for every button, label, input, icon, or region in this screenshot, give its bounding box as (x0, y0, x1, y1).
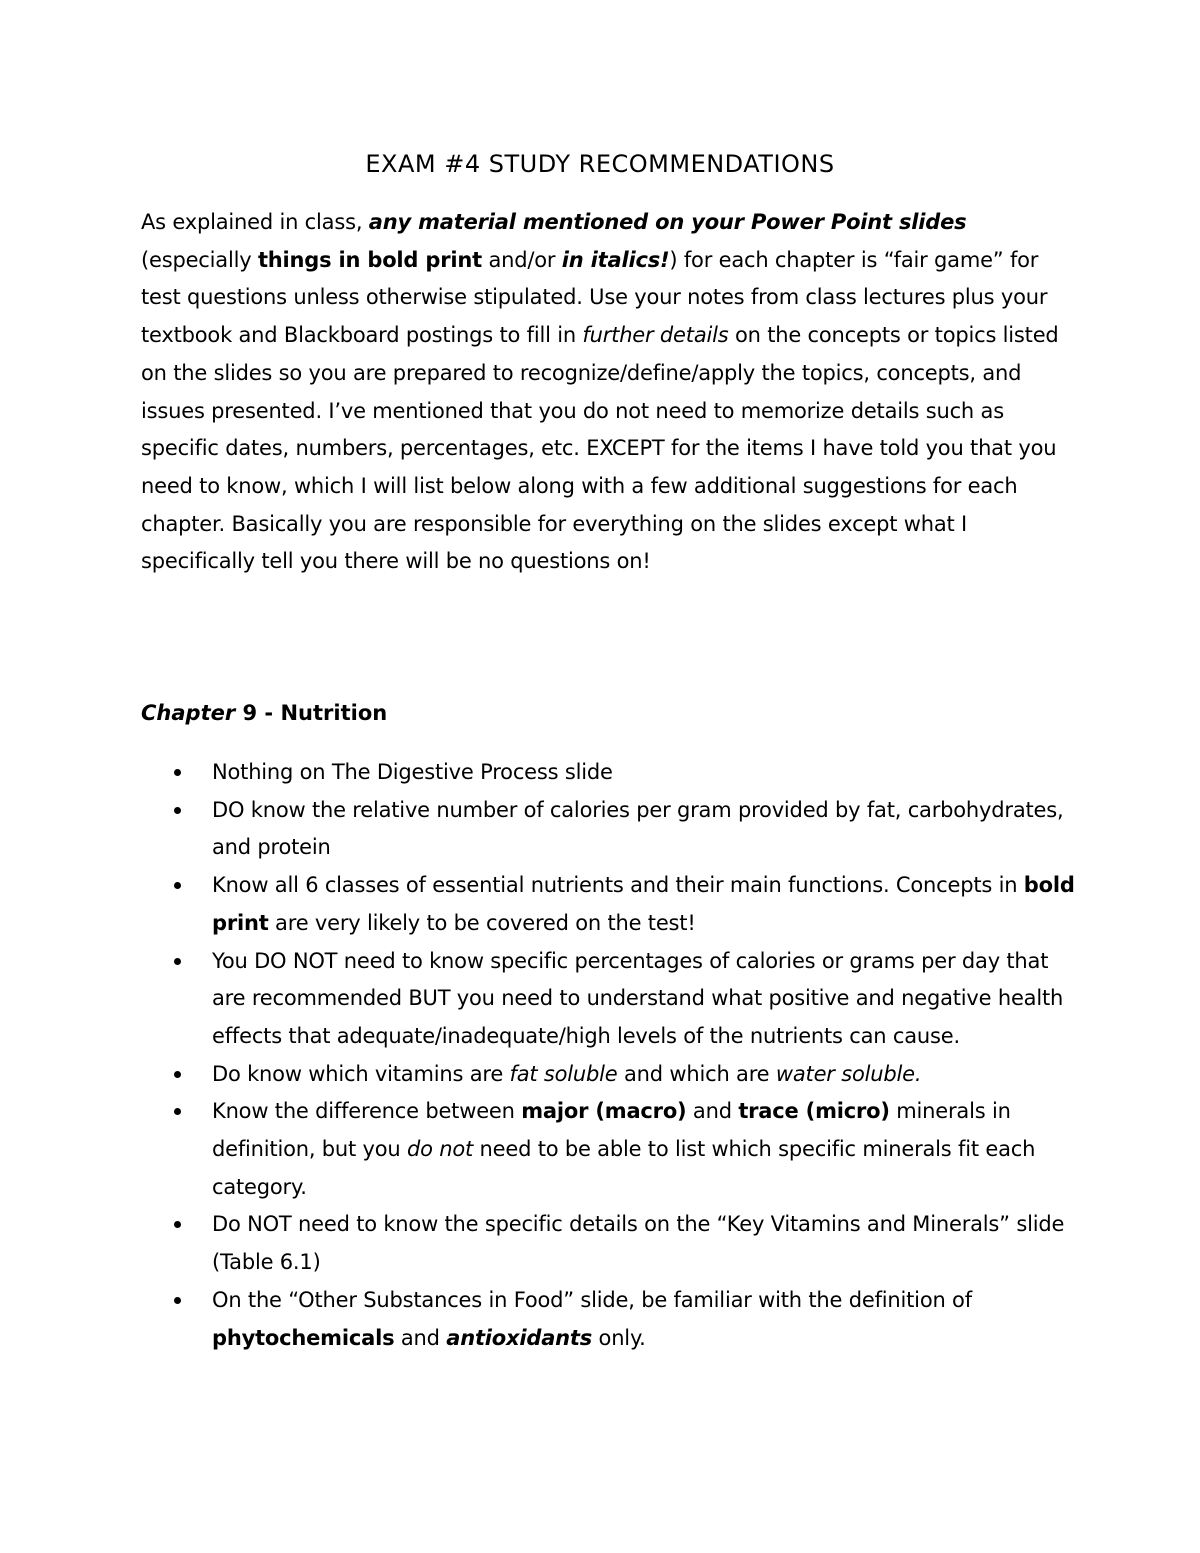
list-item-text: only. (592, 1325, 646, 1350)
list-item-text: Do NOT need to know the specific details on the “Key Vitamins and Minerals” slide (Table 6.1) (212, 1212, 1065, 1275)
list-item-emphasis: fat soluble (509, 1061, 618, 1086)
intro-emphasis-details: further details (582, 323, 729, 348)
chapter-title: 9 - Nutrition (235, 701, 388, 725)
list-item-text: On the “Other Substances in Food” slide, be familiar with the definition of (212, 1287, 972, 1312)
list-item (141, 754, 1081, 792)
list-item (141, 792, 1081, 867)
list-item-text: minerals in definition, but you (212, 1099, 1011, 1162)
list-item-emphasis: water soluble. (775, 1061, 922, 1086)
bullet-icon (174, 1071, 181, 1078)
intro-text: As explained in class, (141, 210, 369, 234)
chapter-heading (141, 696, 387, 730)
list-item (141, 943, 1081, 1056)
list-item (141, 1282, 1081, 1357)
list-item-text: Know the difference between (212, 1099, 522, 1124)
intro-text: ) for each chapter is “fair game” for test questions unless otherwise stipulated. Use your notes from class lectures plus your textbook and Blackboard postings to fill in (141, 247, 1048, 348)
intro-text: on the concepts or topics listed on the slides so you are prepared to recognize/define/apply the topics, concepts, and issues presented. I’ve mentioned that you do not need to memorize details such as specific dates, numbers, percentages, etc. EXCEPT for the items I have told you that you need to know, which I will list below along with a few additional suggestions for each chapter. Basically you are responsible for everything on the slides except what I specifically tell you there will be no questions on! (141, 323, 1059, 574)
list-item-text: Do know which vitamins are (212, 1061, 510, 1086)
bullet-icon (174, 882, 181, 889)
recommendation-list (141, 754, 1081, 1357)
intro-text: and/or (481, 247, 562, 272)
bullet-icon (174, 1221, 181, 1228)
intro-text: (especially (141, 247, 258, 272)
bullet-icon (174, 958, 181, 965)
list-item (141, 1206, 1081, 1281)
list-item-emphasis: trace (micro) (738, 1099, 890, 1124)
bullet-icon (174, 1297, 181, 1304)
list-item-text: and which are (617, 1061, 776, 1086)
list-item-emphasis: bold print (212, 873, 1075, 935)
intro-emphasis-slides: any material mentioned on your Power Point slides (368, 210, 967, 234)
list-item-emphasis: do not (407, 1137, 474, 1162)
bullet-icon (174, 769, 181, 776)
chapter-label: Chapter (141, 701, 236, 725)
list-item-text: need to be able to list which specific minerals fit each category. (212, 1137, 1036, 1199)
list-item-text: Nothing on The Digestive Process slide (212, 760, 613, 784)
bullet-icon (174, 807, 181, 814)
list-item (141, 867, 1081, 942)
list-item-emphasis: phytochemicals (212, 1325, 395, 1350)
intro-emphasis-italics: in italics! (561, 247, 670, 272)
list-item-text: and (394, 1325, 447, 1350)
list-item-emphasis: antioxidants (446, 1325, 593, 1350)
page-title: EXAM #4 STUDY RECOMMENDATIONS (365, 150, 835, 178)
list-item-text: are very likely to be covered on the test! (268, 910, 696, 935)
intro-paragraph (141, 204, 1071, 581)
bullet-icon (174, 1108, 181, 1115)
list-item-text: DO know the relative number of calories per gram provided by fat, carbohydrates, and protein (212, 797, 1064, 860)
list-item (141, 1093, 1081, 1206)
list-item-text: and (686, 1099, 739, 1124)
intro-emphasis-bold: things in bold print (257, 247, 482, 272)
list-item-text: You DO NOT need to know specific percentages of calories or grams per day that are recommended BUT you need to understand what positive and negative health effects that adequate/inadequate/high levels of the nutrients can cause. (212, 948, 1064, 1048)
list-item-emphasis: major (macro) (521, 1099, 687, 1124)
list-item-text: Know all 6 classes of essential nutrients and their main functions. Concepts in (212, 873, 1024, 898)
list-item (141, 1056, 1081, 1094)
